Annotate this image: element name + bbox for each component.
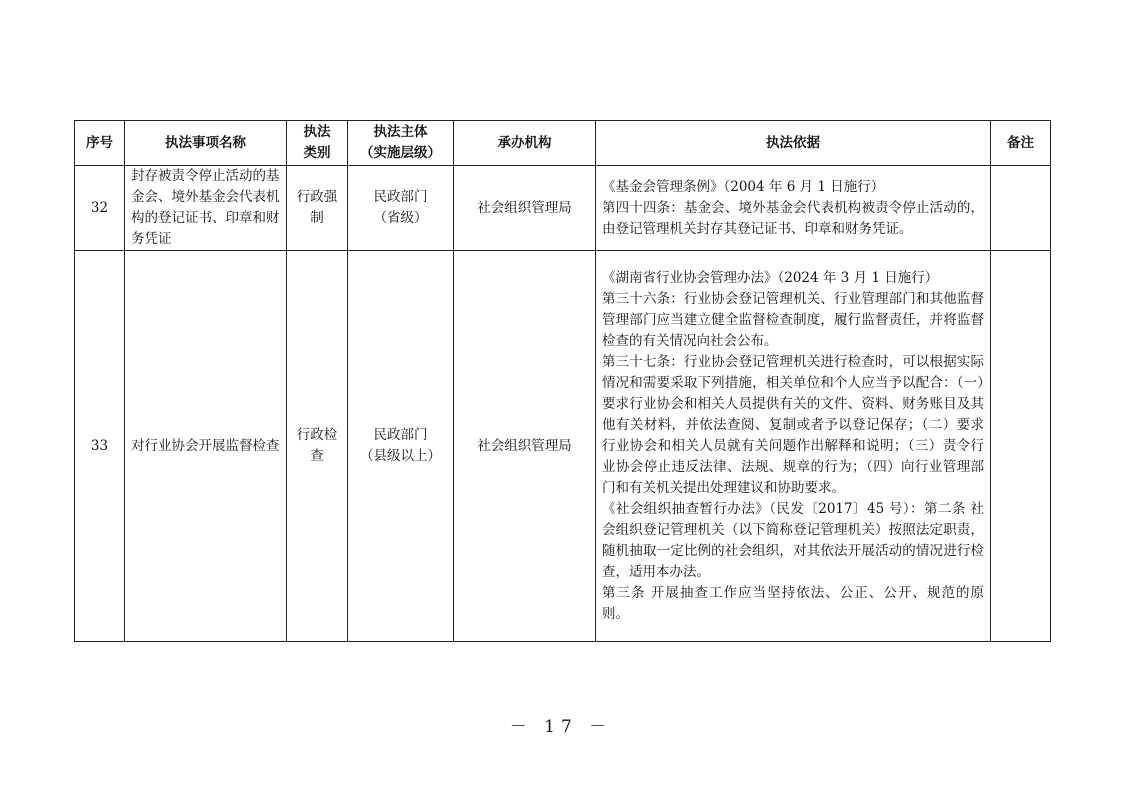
row-type-line1: 行政检: [296, 427, 338, 443]
header-name: 执法事项名称: [125, 121, 287, 166]
row-type: [287, 166, 348, 251]
row-subject-line2: （省级）: [373, 210, 428, 226]
row-subject: [348, 251, 454, 642]
header-subject: [348, 121, 454, 166]
row-no: 33: [75, 251, 125, 642]
row-org: 社会组织管理局: [454, 251, 596, 642]
table-row: [75, 251, 1051, 642]
row-remark: [991, 166, 1051, 251]
header-no: 序号: [75, 121, 125, 166]
header-type-line2: 类别: [303, 145, 331, 161]
row-subject: [348, 166, 454, 251]
header-subject-line1: 执法主体: [373, 124, 428, 140]
page-number: － 17 －: [509, 717, 613, 737]
row-item-name: 对行业协会开展监督检查: [125, 251, 287, 642]
row-item-name: 封存被责令停止活动的基金会、境外基金会代表机构的登记证书、印章和财务凭证: [125, 166, 287, 251]
basis-paragraph: 第三条 开展抽查工作应当坚持依法、公正、公开、规范的原则。: [602, 584, 984, 622]
row-type-line2: 查: [310, 448, 324, 464]
row-org: 社会组织管理局: [454, 166, 596, 251]
header-basis: 执法依据: [596, 121, 991, 166]
basis-paragraph: 第三十六条：行业协会登记管理机关、行业管理部门和其他监督管理部门应当建立健全监督检查制度，履行监督责任，并将监督检查的有关情况向社会公布。: [602, 290, 984, 349]
table-header-row: [75, 121, 1051, 166]
row-no: 32: [75, 166, 125, 251]
header-subject-line2: （实施层级）: [360, 145, 441, 161]
row-subject-line2: （县级以上）: [360, 448, 441, 464]
row-subject-line1: 民政部门: [373, 189, 428, 205]
header-remark: 备注: [991, 121, 1051, 166]
basis-paragraph: 第四十四条：基金会、境外基金会代表机构被责令停止活动的，由登记管理机关封存其登记证书、印章和财务凭证。: [602, 199, 984, 237]
basis-paragraph: 第三十七条：行业协会登记管理机关进行检查时，可以根据实际情况和需要采取下列措施，相关单位和个人应当予以配合：（一）要求行业协会和相关人员提供有关的文件、资料、财务账目及其他有关材料，并依法查阅、复制或者予以登记保存；（二）要求行业协会和相关人员就有关问题作出解释和说明；（三）责令行业协会停止违反法律、法规、规章的行为；（四）向行业管理部门和有关机关提出处理建议和协助要求。: [602, 353, 984, 496]
basis-paragraph: 《基金会管理条例》（2004 年 6 月 1 日施行）: [602, 178, 885, 195]
row-basis: [596, 251, 991, 642]
basis-paragraph: 《社会组织抽查暂行办法》（民发〔2017〕45 号）：第二条 社会组织登记管理机关（以下简称登记管理机关）按照法定职责，随机抽取一定比例的社会组织，对其依法开展活动的情况进行检查，适用本办法。: [602, 500, 984, 580]
header-type-line1: 执法: [303, 124, 331, 140]
row-basis: [596, 166, 991, 251]
header-type: [287, 121, 348, 166]
header-org: 承办机构: [454, 121, 596, 166]
basis-paragraph: 《湖南省行业协会管理办法》（2024 年 3 月 1 日施行）: [602, 269, 939, 286]
row-type: [287, 251, 348, 642]
row-remark: [991, 251, 1051, 642]
enforcement-table: [74, 120, 1051, 642]
row-type-line1: 行政强: [296, 189, 338, 205]
row-subject-line1: 民政部门: [373, 427, 428, 443]
table-row: [75, 166, 1051, 251]
row-type-line2: 制: [310, 210, 324, 226]
